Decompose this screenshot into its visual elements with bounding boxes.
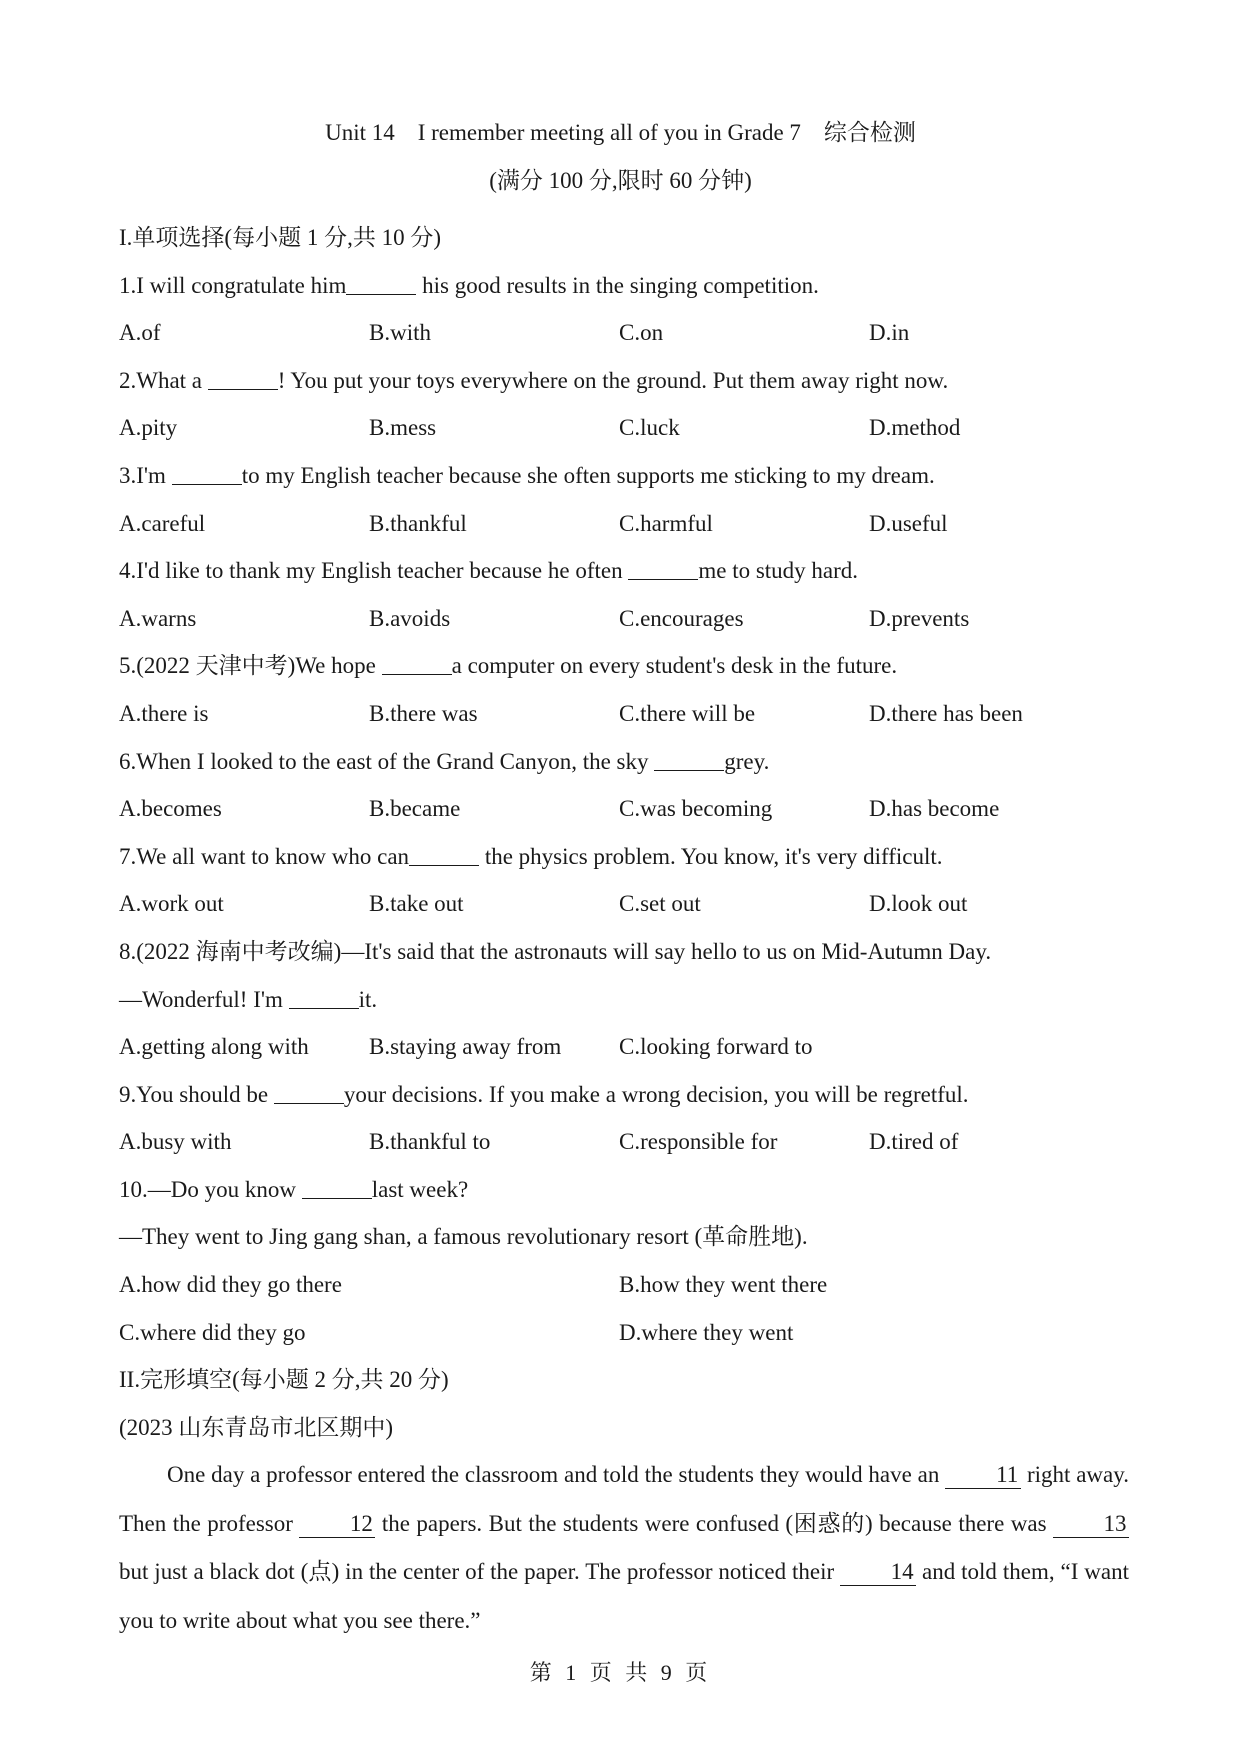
- passage-source: (2023 山东青岛市北区期中): [119, 1414, 394, 1440]
- option-c[interactable]: C.harmful: [619, 510, 713, 536]
- question-text: me to study hard.: [698, 558, 859, 584]
- option-b[interactable]: B.avoids: [369, 605, 451, 631]
- section-heading: I.单项选择(每小题 1 分,共 10 分): [119, 225, 441, 250]
- question-8-reply: [119, 976, 1129, 1024]
- passage-text: the papers. But the students were confused (困惑的) because there was: [375, 1510, 1053, 1536]
- option-b[interactable]: B.take out: [369, 891, 464, 917]
- question-9: [119, 1071, 1129, 1119]
- option-d[interactable]: D.prevents: [869, 605, 970, 631]
- cloze-blank-13[interactable]: 13: [1053, 1511, 1129, 1538]
- option-b[interactable]: B.staying away from: [369, 1034, 562, 1060]
- answer-blank[interactable]: [409, 841, 479, 866]
- option-d[interactable]: D.in: [869, 320, 910, 346]
- question-text: last week?: [371, 1176, 469, 1202]
- option-b[interactable]: B.thankful to: [369, 1129, 491, 1155]
- option-c[interactable]: C.was becoming: [619, 796, 773, 822]
- option-d[interactable]: D.useful: [869, 510, 948, 536]
- option-b[interactable]: B.how they went there: [619, 1272, 828, 1298]
- question-text: it.: [358, 986, 378, 1012]
- option-a[interactable]: A.work out: [119, 891, 224, 917]
- option-b[interactable]: B.there was: [369, 700, 478, 726]
- passage-text: and told them, “I want you to write about what you see there.”: [119, 1559, 1129, 1633]
- cloze-blank-14[interactable]: 14: [840, 1559, 916, 1586]
- passage-text: One day a professor entered the classroom and told the students they would have an: [167, 1462, 946, 1488]
- option-a[interactable]: A.warns: [119, 605, 197, 631]
- page-title: Unit 14 I remember meeting all of you in Grade 7 综合检测: [325, 120, 916, 145]
- answer-blank[interactable]: [274, 1079, 344, 1104]
- options-row: [119, 1309, 1129, 1357]
- option-a[interactable]: A.busy with: [119, 1129, 232, 1155]
- option-c[interactable]: C.where did they go: [119, 1319, 306, 1345]
- question-text: to my English teacher because she often supports me sticking to my dream.: [241, 462, 935, 488]
- question-text: —Wonderful! I'm: [119, 986, 289, 1012]
- option-a[interactable]: A.getting along with: [119, 1034, 309, 1060]
- option-a[interactable]: A.becomes: [119, 796, 222, 822]
- options-row: [119, 1118, 1129, 1166]
- question-text: your decisions. If you make a wrong decision, you will be regretful.: [343, 1081, 969, 1107]
- option-d[interactable]: D.look out: [869, 891, 968, 917]
- option-c[interactable]: C.on: [619, 320, 664, 346]
- question-text: 10.—Do you know: [119, 1176, 302, 1202]
- section-heading: II.完形填空(每小题 2 分,共 20 分): [119, 1367, 449, 1393]
- cloze-blank-12[interactable]: 12: [299, 1511, 375, 1538]
- answer-blank[interactable]: [628, 555, 698, 580]
- question-text: a computer on every student's desk in the future.: [451, 653, 898, 679]
- question-text: 3.I'm: [119, 462, 172, 488]
- option-b[interactable]: B.became: [369, 796, 461, 822]
- question-7: [119, 833, 1129, 881]
- answer-blank[interactable]: [208, 365, 278, 390]
- question-text: 7.We all want to know who can: [119, 843, 410, 869]
- option-d[interactable]: D.tired of: [869, 1129, 959, 1155]
- answer-blank[interactable]: [172, 460, 242, 485]
- page-subtitle: (满分 100 分,限时 60 分钟): [489, 168, 752, 193]
- option-b[interactable]: B.thankful: [369, 510, 467, 536]
- exam-content: [119, 214, 1129, 1645]
- options-row: [119, 1023, 1129, 1071]
- question-text: 6.When I looked to the east of the Grand Canyon, the sky: [119, 748, 655, 774]
- options-row: [119, 785, 1129, 833]
- passage-text: but just a black dot (点) in the center of the paper. The professor noticed their: [119, 1559, 841, 1585]
- options-row: [119, 309, 1129, 357]
- option-d[interactable]: D.has become: [869, 796, 1000, 822]
- option-c[interactable]: C.set out: [619, 891, 701, 917]
- option-a[interactable]: A.how did they go there: [119, 1272, 342, 1298]
- option-d[interactable]: D.method: [869, 415, 961, 441]
- question-text: the physics problem. You know, it's very difficult.: [479, 843, 943, 869]
- question-6: [119, 738, 1129, 786]
- answer-blank[interactable]: [289, 984, 359, 1009]
- options-row: [119, 880, 1129, 928]
- answer-blank[interactable]: [302, 1174, 372, 1199]
- options-row: [119, 1261, 1129, 1309]
- option-c[interactable]: C.there will be: [619, 700, 756, 726]
- option-d[interactable]: D.where they went: [619, 1319, 794, 1345]
- option-a[interactable]: A.there is: [119, 700, 209, 726]
- question-4: [119, 547, 1129, 595]
- question-text: 1.I will congratulate him: [119, 272, 347, 298]
- options-row: [119, 404, 1129, 452]
- question-text: ! You put your toys everywhere on the ground. Put them away right now.: [277, 367, 949, 393]
- option-a[interactable]: A.of: [119, 320, 161, 346]
- passage-text: right away. Then the professor: [119, 1462, 1129, 1536]
- question-10: [119, 1166, 1129, 1214]
- question-text: 4.I'd like to thank my English teacher because he often: [119, 558, 629, 584]
- options-row: [119, 690, 1129, 738]
- option-c[interactable]: C.encourages: [619, 605, 744, 631]
- question-3: [119, 452, 1129, 500]
- question-10-reply: —They went to Jing gang shan, a famous revolutionary resort (革命胜地).: [119, 1224, 808, 1250]
- option-c[interactable]: C.looking forward to: [619, 1034, 813, 1060]
- option-b[interactable]: B.mess: [369, 415, 437, 441]
- option-d[interactable]: D.there has been: [869, 700, 1023, 726]
- question-text: his good results in the singing competition.: [416, 272, 819, 298]
- answer-blank[interactable]: [382, 650, 452, 675]
- question-8: 8.(2022 海南中考改编)—It's said that the astronauts will say hello to us on Mid-Autumn Day.: [119, 938, 992, 964]
- cloze-blank-11[interactable]: 11: [945, 1462, 1021, 1489]
- answer-blank[interactable]: [654, 746, 724, 771]
- options-row: [119, 595, 1129, 643]
- option-c[interactable]: C.responsible for: [619, 1129, 778, 1155]
- question-1: [119, 262, 1129, 310]
- cloze-passage: [119, 1451, 1129, 1645]
- option-b[interactable]: B.with: [369, 320, 431, 346]
- options-row: [119, 500, 1129, 548]
- question-text: 9.You should be: [119, 1081, 274, 1107]
- question-text: grey.: [724, 748, 770, 774]
- option-a[interactable]: A.pity: [119, 415, 178, 441]
- option-a[interactable]: A.careful: [119, 510, 206, 536]
- option-c[interactable]: C.luck: [619, 415, 680, 441]
- question-text: 2.What a: [119, 367, 208, 393]
- page-number: 第 1 页 共 9 页: [529, 1660, 712, 1685]
- question-2: [119, 357, 1129, 405]
- question-text: 5.(2022 天津中考)We hope: [119, 653, 382, 679]
- answer-blank[interactable]: [346, 270, 416, 295]
- question-5: [119, 642, 1129, 690]
